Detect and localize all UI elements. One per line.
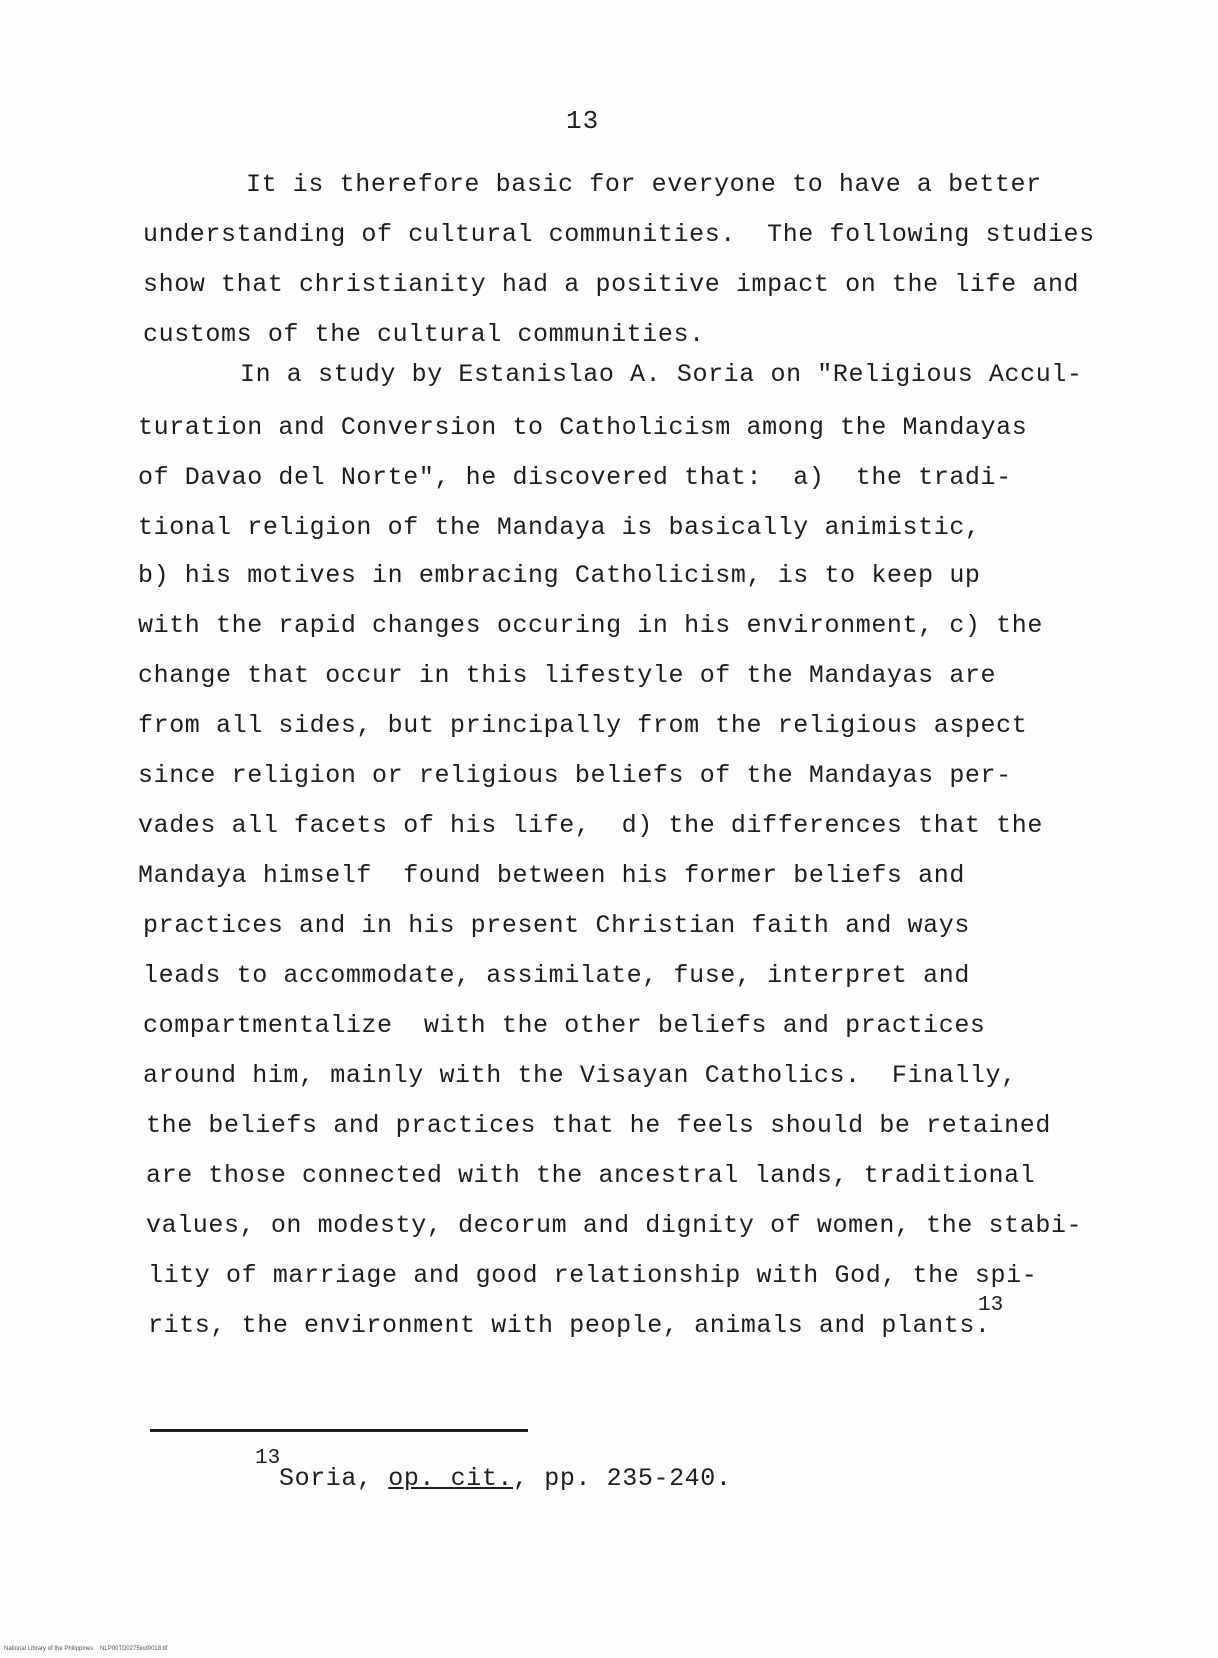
paragraph-2-line-14: compartmentalize with the other beliefs and practices [143,1011,986,1040]
paragraph-2-line-12: practices and in his present Christian faith and ways [143,911,970,940]
paragraph-2-line-5: b) his motives in embracing Catholicism, is to keep up [138,561,981,590]
paragraph-1-line-2: understanding of cultural communities. The following studies [143,220,1095,249]
paragraph-2-line-3: of Davao del Norte", he discovered that: a) the tradi- [138,463,1012,492]
paragraph-2-line-17: are those connected with the ancestral lands, traditional [146,1161,1036,1190]
paragraph-2-line-18: values, on modesty, decorum and dignity of women, the stabi- [146,1211,1083,1240]
paragraph-2-line-11: Mandaya himself found between his former beliefs and [138,861,965,890]
paragraph-2-line-16: the beliefs and practices that he feels should be retained [146,1111,1051,1140]
paragraph-2-line-7: change that occur in this lifestyle of the Mandayas are [138,661,997,690]
paragraph-2-line-19: lity of marriage and good relationship with God, the spi- [148,1261,1038,1290]
paragraph-2-line-1: In a study by Estanislao A. Soria on "Religious Accul- [240,360,1083,389]
footnote-text [279,1464,731,1493]
paragraph-2-line-13: leads to accommodate, assimilate, fuse, interpret and [143,961,970,990]
page-number: 13 [566,106,600,136]
footnote-pages: , pp. 235-240. [513,1464,732,1493]
paragraph-1-line-3: show that christianity had a positive impact on the life and [143,270,1080,299]
paragraph-2-line-8: from all sides, but principally from the religious aspect [138,711,1028,740]
footnote-number: 13 [255,1447,281,1470]
paragraph-2-line-10: vades all facets of his life, d) the differences that the [138,811,1043,840]
footnote-reference: 13 [978,1294,1004,1317]
paragraph-1-line-4: customs of the cultural communities. [143,320,705,349]
paragraph-1-line-1: It is therefore basic for everyone to have a better [246,170,1042,199]
paragraph-2-line-9: since religion or religious beliefs of the Mandayas per- [138,761,1012,790]
paragraph-2-line-4: tional religion of the Mandaya is basically animistic, [138,513,981,542]
footnote-divider [150,1429,528,1432]
archive-stamp: National Library of the Philippines NLP00TD0275ind0018.tif [4,1646,168,1652]
footnote-author: Soria, [279,1464,389,1493]
paragraph-2-line-2: turation and Conversion to Catholicism among the Mandayas [138,413,1028,442]
paragraph-2-line-20: rits, the environment with people, animals and plants. [148,1311,991,1340]
footnote-citation: op. cit. [388,1464,514,1493]
paragraph-2-line-6: with the rapid changes occuring in his environment, c) the [138,611,1043,640]
paragraph-2-line-15: around him, mainly with the Visayan Catholics. Finally, [143,1061,1017,1090]
